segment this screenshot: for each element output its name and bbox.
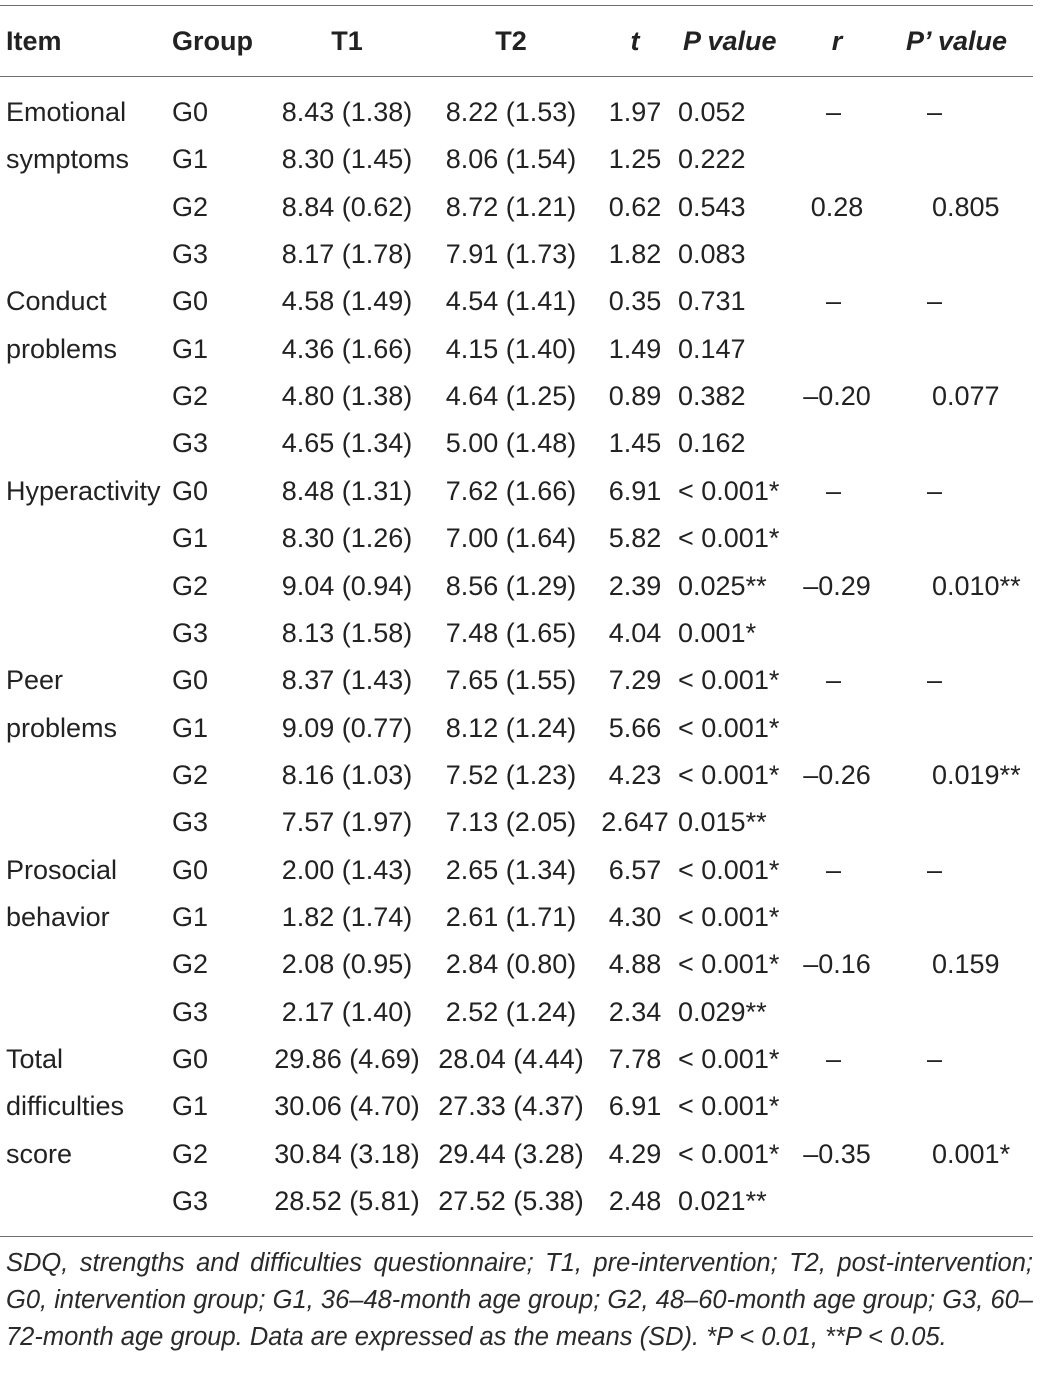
table-row xyxy=(0,894,1040,940)
table-row xyxy=(0,278,1040,324)
cell-item: difficulties xyxy=(6,1091,125,1121)
cell-t1: 28.52 (5.81) xyxy=(274,1186,420,1216)
cell-r: –0.20 xyxy=(803,381,871,411)
header-p-prime-value: P’ value xyxy=(906,26,1008,56)
cell-group: G0 xyxy=(172,665,209,695)
cell-p-value: 0.052 xyxy=(678,97,746,127)
table-row xyxy=(0,1131,1040,1177)
table-footnote: SDQ, strengths and difficulties questionnaire; T1, pre-intervention; T2, post-intervention; G0, intervention group; G1, 36–48-month age group; G2, 48–60-month age group; G3, 60–72-month age group. Data are expressed as the means (SD). *P < 0.01, **P < 0.05. xyxy=(6,1249,1033,1351)
cell-t2: 5.00 (1.48) xyxy=(445,428,577,458)
cell-item: problems xyxy=(6,334,118,364)
cell-p-prime-value: 0.159 xyxy=(932,949,1000,979)
cell-r: –0.26 xyxy=(803,760,871,790)
cell-group: G1 xyxy=(172,1091,209,1121)
cell-t: 5.66 xyxy=(608,713,662,743)
table-row xyxy=(0,136,1040,182)
header-r: r xyxy=(831,26,843,56)
cell-p-value: 0.222 xyxy=(678,144,746,174)
cell-t2: 7.00 (1.64) xyxy=(445,523,577,553)
cell-t1: 2.08 (0.95) xyxy=(281,949,413,979)
cell-t2: 2.52 (1.24) xyxy=(445,997,577,1027)
cell-t: 2.647 xyxy=(601,807,669,837)
header-t: t xyxy=(630,26,640,56)
cell-t: 7.78 xyxy=(608,1044,662,1074)
cell-item: symptoms xyxy=(6,144,130,174)
cell-t2: 28.04 (4.44) xyxy=(438,1044,584,1074)
table-row xyxy=(0,1083,1040,1129)
cell-t1: 8.43 (1.38) xyxy=(281,97,413,127)
cell-group: G1 xyxy=(172,902,209,932)
cell-t1: 8.30 (1.26) xyxy=(281,523,413,553)
cell-r: –0.35 xyxy=(803,1139,871,1169)
header-t1: T1 xyxy=(331,26,363,56)
cell-item: Total xyxy=(6,1044,64,1074)
cell-t1: 8.30 (1.45) xyxy=(281,144,413,174)
cell-t: 0.62 xyxy=(608,192,662,222)
cell-group: G1 xyxy=(172,144,209,174)
table-row xyxy=(0,563,1040,609)
cell-t1: 4.58 (1.49) xyxy=(281,286,413,316)
cell-group: G3 xyxy=(172,997,209,1027)
cell-t2: 27.33 (4.37) xyxy=(438,1091,584,1121)
table-row xyxy=(0,799,1040,845)
cell-t2: 8.72 (1.21) xyxy=(445,192,577,222)
cell-p-value: 0.382 xyxy=(678,381,746,411)
cell-t: 4.04 xyxy=(608,618,662,648)
cell-p-prime-value: 0.077 xyxy=(932,381,1000,411)
cell-t1: 8.84 (0.62) xyxy=(281,192,413,222)
table-row xyxy=(0,89,1040,135)
cell-p-value: < 0.001* xyxy=(678,855,780,885)
cell-group: G3 xyxy=(172,239,209,269)
cell-p-value: 0.021** xyxy=(678,1186,767,1216)
table-row xyxy=(0,231,1040,277)
table-row xyxy=(0,468,1040,514)
cell-t: 4.30 xyxy=(608,902,662,932)
cell-t: 4.23 xyxy=(608,760,662,790)
cell-t2: 8.22 (1.53) xyxy=(445,97,577,127)
cell-t2: 7.62 (1.66) xyxy=(445,476,577,506)
cell-t1: 8.37 (1.43) xyxy=(281,665,413,695)
cell-p-value: < 0.001* xyxy=(678,713,780,743)
cell-p-prime-value: 0.001* xyxy=(932,1139,1011,1169)
table-row xyxy=(0,373,1040,419)
cell-p-prime-value: – xyxy=(927,286,943,316)
cell-t: 2.34 xyxy=(608,997,662,1027)
cell-p-value: < 0.001* xyxy=(678,760,780,790)
cell-p-prime-value: 0.010** xyxy=(932,571,1021,601)
table-row xyxy=(0,420,1040,466)
cell-t: 1.45 xyxy=(608,428,662,458)
cell-t1: 1.82 (1.74) xyxy=(281,902,413,932)
cell-t: 4.88 xyxy=(608,949,662,979)
cell-group: G2 xyxy=(172,949,209,979)
cell-t1: 8.13 (1.58) xyxy=(281,618,413,648)
table-row xyxy=(0,184,1040,230)
cell-t1: 30.06 (4.70) xyxy=(274,1091,420,1121)
cell-t1: 9.04 (0.94) xyxy=(281,571,413,601)
cell-item: Emotional xyxy=(6,97,127,127)
cell-t2: 29.44 (3.28) xyxy=(438,1139,584,1169)
cell-group: G1 xyxy=(172,334,209,364)
header-item: Item xyxy=(6,26,62,56)
cell-item: Hyperactivity xyxy=(6,476,161,506)
cell-r: – xyxy=(826,1044,842,1074)
cell-p-value: < 0.001* xyxy=(678,523,780,553)
cell-r: – xyxy=(826,665,842,695)
cell-r: – xyxy=(826,855,842,885)
cell-t2: 2.84 (0.80) xyxy=(445,949,577,979)
cell-p-value: 0.543 xyxy=(678,192,746,222)
cell-p-value: < 0.001* xyxy=(678,902,780,932)
cell-p-prime-value: – xyxy=(927,476,943,506)
cell-t1: 2.00 (1.43) xyxy=(281,855,413,885)
table-row xyxy=(0,705,1040,751)
table-header-rule xyxy=(0,76,1033,77)
cell-group: G2 xyxy=(172,571,209,601)
cell-t1: 4.65 (1.34) xyxy=(281,428,413,458)
table-row xyxy=(0,326,1040,372)
cell-r: – xyxy=(826,476,842,506)
cell-p-prime-value: – xyxy=(927,1044,943,1074)
cell-group: G2 xyxy=(172,1139,209,1169)
table-top-rule xyxy=(0,5,1033,6)
cell-p-value: < 0.001* xyxy=(678,1044,780,1074)
cell-t2: 4.15 (1.40) xyxy=(445,334,577,364)
cell-t2: 8.12 (1.24) xyxy=(445,713,577,743)
table-bottom-rule xyxy=(0,1236,1033,1237)
cell-p-value: 0.162 xyxy=(678,428,746,458)
cell-t: 2.48 xyxy=(608,1186,662,1216)
cell-p-value: 0.001* xyxy=(678,618,757,648)
cell-t: 7.29 xyxy=(608,665,662,695)
cell-t2: 4.54 (1.41) xyxy=(445,286,577,316)
cell-group: G3 xyxy=(172,1186,209,1216)
cell-t2: 7.91 (1.73) xyxy=(445,239,577,269)
cell-t1: 7.57 (1.97) xyxy=(281,807,413,837)
cell-t2: 7.65 (1.55) xyxy=(445,665,577,695)
header-p-value: P value xyxy=(683,26,777,56)
cell-t: 6.57 xyxy=(608,855,662,885)
table-row xyxy=(0,515,1040,561)
cell-p-prime-value: 0.805 xyxy=(932,192,1000,222)
cell-t1: 2.17 (1.40) xyxy=(281,997,413,1027)
cell-r: –0.29 xyxy=(803,571,871,601)
cell-t2: 7.48 (1.65) xyxy=(445,618,577,648)
table-row xyxy=(0,941,1040,987)
cell-group: G1 xyxy=(172,523,209,553)
cell-group: G2 xyxy=(172,381,209,411)
cell-p-value: < 0.001* xyxy=(678,949,780,979)
cell-group: G0 xyxy=(172,1044,209,1074)
cell-t2: 4.64 (1.25) xyxy=(445,381,577,411)
cell-group: G3 xyxy=(172,428,209,458)
cell-t1: 4.36 (1.66) xyxy=(281,334,413,364)
cell-group: G2 xyxy=(172,192,209,222)
cell-p-prime-value: 0.019** xyxy=(932,760,1021,790)
cell-item: score xyxy=(6,1139,73,1169)
cell-t1: 8.16 (1.03) xyxy=(281,760,413,790)
table-row xyxy=(0,989,1040,1035)
cell-group: G1 xyxy=(172,713,209,743)
cell-t1: 8.48 (1.31) xyxy=(281,476,413,506)
cell-p-value: < 0.001* xyxy=(678,476,780,506)
cell-t: 1.97 xyxy=(608,97,662,127)
cell-t: 1.25 xyxy=(608,144,662,174)
cell-t: 5.82 xyxy=(608,523,662,553)
cell-group: G0 xyxy=(172,286,209,316)
cell-group: G0 xyxy=(172,855,209,885)
cell-t: 0.89 xyxy=(608,381,662,411)
cell-t: 1.82 xyxy=(608,239,662,269)
table-row xyxy=(0,1036,1040,1082)
cell-r: 0.28 xyxy=(810,192,864,222)
cell-p-value: 0.015** xyxy=(678,807,767,837)
cell-r: – xyxy=(826,286,842,316)
cell-p-value: 0.731 xyxy=(678,286,746,316)
cell-t1: 29.86 (4.69) xyxy=(274,1044,420,1074)
cell-t: 2.39 xyxy=(608,571,662,601)
table-row xyxy=(0,752,1040,798)
cell-t1: 4.80 (1.38) xyxy=(281,381,413,411)
cell-p-value: 0.029** xyxy=(678,997,767,1027)
cell-t1: 9.09 (0.77) xyxy=(281,713,413,743)
cell-t: 0.35 xyxy=(608,286,662,316)
cell-p-value: 0.083 xyxy=(678,239,746,269)
cell-t: 4.29 xyxy=(608,1139,662,1169)
cell-group: G0 xyxy=(172,97,209,127)
cell-item: Prosocial xyxy=(6,855,118,885)
cell-p-value: < 0.001* xyxy=(678,1091,780,1121)
cell-t1: 8.17 (1.78) xyxy=(281,239,413,269)
table-row xyxy=(0,1178,1040,1224)
table-header-row xyxy=(0,18,1040,64)
table-row xyxy=(0,657,1040,703)
cell-p-prime-value: – xyxy=(927,855,943,885)
cell-item: Peer xyxy=(6,665,64,695)
cell-item: behavior xyxy=(6,902,110,932)
cell-r: –0.16 xyxy=(803,949,871,979)
cell-t2: 2.61 (1.71) xyxy=(445,902,577,932)
header-group: Group xyxy=(172,26,253,56)
cell-group: G0 xyxy=(172,476,209,506)
cell-group: G3 xyxy=(172,618,209,648)
cell-p-prime-value: – xyxy=(927,665,943,695)
cell-t2: 7.52 (1.23) xyxy=(445,760,577,790)
cell-t: 6.91 xyxy=(608,476,662,506)
cell-p-value: 0.025** xyxy=(678,571,767,601)
cell-p-value: < 0.001* xyxy=(678,665,780,695)
cell-t2: 2.65 (1.34) xyxy=(445,855,577,885)
cell-t2: 27.52 (5.38) xyxy=(438,1186,584,1216)
cell-r: – xyxy=(826,97,842,127)
cell-t1: 30.84 (3.18) xyxy=(274,1139,420,1169)
cell-p-prime-value: – xyxy=(927,97,943,127)
cell-t2: 8.56 (1.29) xyxy=(445,571,577,601)
table-row xyxy=(0,847,1040,893)
cell-item: problems xyxy=(6,713,118,743)
cell-item: Conduct xyxy=(6,286,107,316)
cell-t2: 7.13 (2.05) xyxy=(445,807,577,837)
cell-group: G2 xyxy=(172,760,209,790)
cell-p-value: < 0.001* xyxy=(678,1139,780,1169)
cell-t: 1.49 xyxy=(608,334,662,364)
cell-group: G3 xyxy=(172,807,209,837)
header-t2: T2 xyxy=(495,26,527,56)
cell-t: 6.91 xyxy=(608,1091,662,1121)
cell-t2: 8.06 (1.54) xyxy=(445,144,577,174)
table-row xyxy=(0,610,1040,656)
cell-p-value: 0.147 xyxy=(678,334,746,364)
